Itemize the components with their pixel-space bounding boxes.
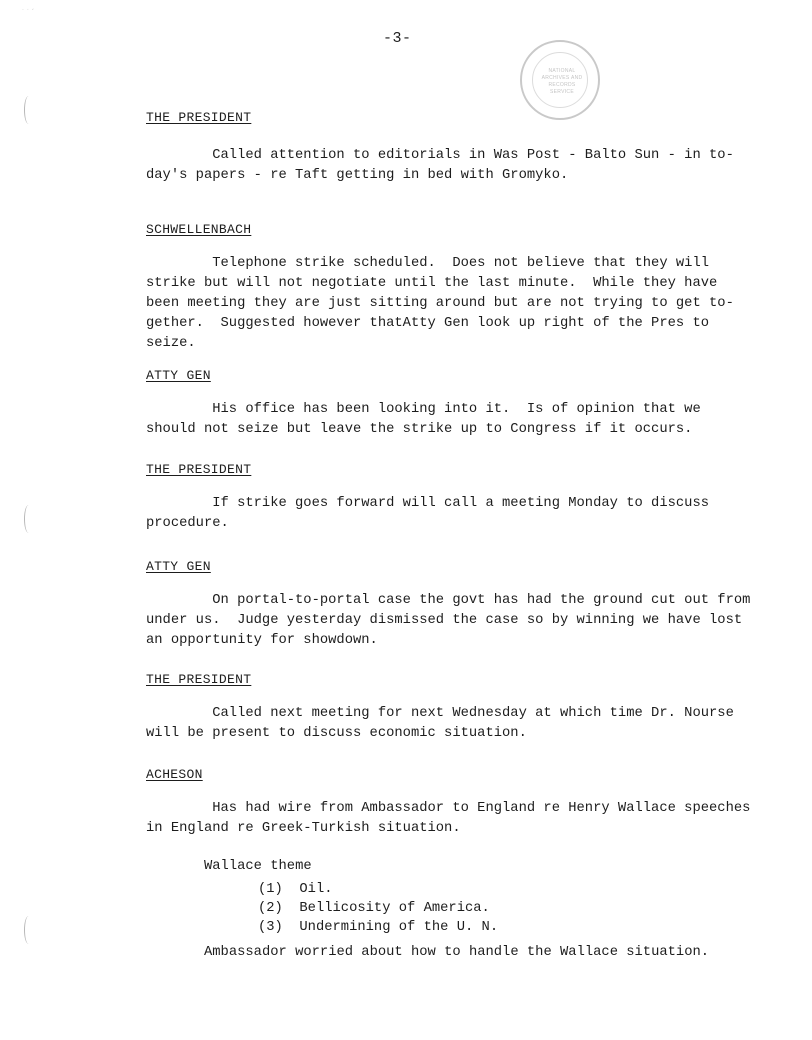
paragraph-line: gether. Suggested however thatAtty Gen look up right of the Pres to xyxy=(146,316,710,331)
list-item: (3) Undermining of the U. N. xyxy=(258,920,499,935)
page-number: -3- xyxy=(383,30,412,47)
punch-hole-mark xyxy=(24,96,33,124)
scan-speck: ˙ ˙ ´ xyxy=(22,8,35,17)
speaker-heading: SCHWELLENBACH xyxy=(146,222,252,237)
paragraph-line: Called attention to editorials in Was Post - Balto Sun - in to- xyxy=(146,148,734,163)
speaker-heading: ATTY GEN xyxy=(146,368,211,383)
wallace-theme-list xyxy=(258,880,498,937)
punch-hole-mark xyxy=(24,916,33,944)
list-item: (1) Oil. xyxy=(258,882,333,897)
archive-stamp xyxy=(520,40,600,120)
wallace-theme-label: Wallace theme xyxy=(204,859,312,874)
paragraph-line: His office has been looking into it. Is of opinion that we xyxy=(146,402,701,417)
paragraph-line: will be present to discuss economic situation. xyxy=(146,726,527,741)
speaker-heading: ATTY GEN xyxy=(146,559,211,574)
punch-hole-mark xyxy=(24,505,33,533)
paragraph-line: Has had wire from Ambassador to England re Henry Wallace speeches xyxy=(146,801,751,816)
paragraph-line: If strike goes forward will call a meeting Monday to discuss xyxy=(146,496,710,511)
paragraph-line: On portal-to-portal case the govt has had the ground cut out from xyxy=(146,593,751,608)
section-the-president-2 xyxy=(146,462,746,534)
section-the-president-3 xyxy=(146,672,746,744)
paragraph-line: seize. xyxy=(146,336,196,351)
closing-paragraph xyxy=(146,943,746,963)
paragraph-line: under us. Judge yesterday dismissed the case so by winning we have lost xyxy=(146,613,743,628)
section-schwellenbach xyxy=(146,222,746,354)
paragraph-line: Called next meeting for next Wednesday at which time Dr. Nourse xyxy=(146,706,734,721)
speaker-heading: THE PRESIDENT xyxy=(146,462,252,477)
stamp-text: NATIONAL ARCHIVES AND RECORDS SERVICE xyxy=(541,68,583,95)
paragraph-line: in England re Greek-Turkish situation. xyxy=(146,821,461,836)
paragraph-line: should not seize but leave the strike up to Congress if it occurs. xyxy=(146,422,693,437)
section-the-president-1 xyxy=(146,110,746,186)
section-atty-gen-2 xyxy=(146,559,751,651)
paragraph-line: strike but will not negotiate until the last minute. While they have xyxy=(146,276,718,291)
speaker-heading: THE PRESIDENT xyxy=(146,672,252,687)
paragraph-line: an opportunity for showdown. xyxy=(146,633,378,648)
speaker-heading: THE PRESIDENT xyxy=(146,110,252,125)
list-item: (2) Bellicosity of America. xyxy=(258,901,490,916)
section-atty-gen-1 xyxy=(146,368,746,440)
section-acheson xyxy=(146,767,751,877)
paragraph-line: procedure. xyxy=(146,516,229,531)
paragraph-line: day's papers - re Taft getting in bed with Gromyko. xyxy=(146,168,569,183)
speaker-heading: ACHESON xyxy=(146,767,203,782)
paragraph-line: Telephone strike scheduled. Does not believe that they will xyxy=(146,256,710,271)
paragraph-line: been meeting they are just sitting around but are not trying to get to- xyxy=(146,296,734,311)
paragraph-line: Ambassador worried about how to handle the Wallace situation. xyxy=(204,945,710,960)
